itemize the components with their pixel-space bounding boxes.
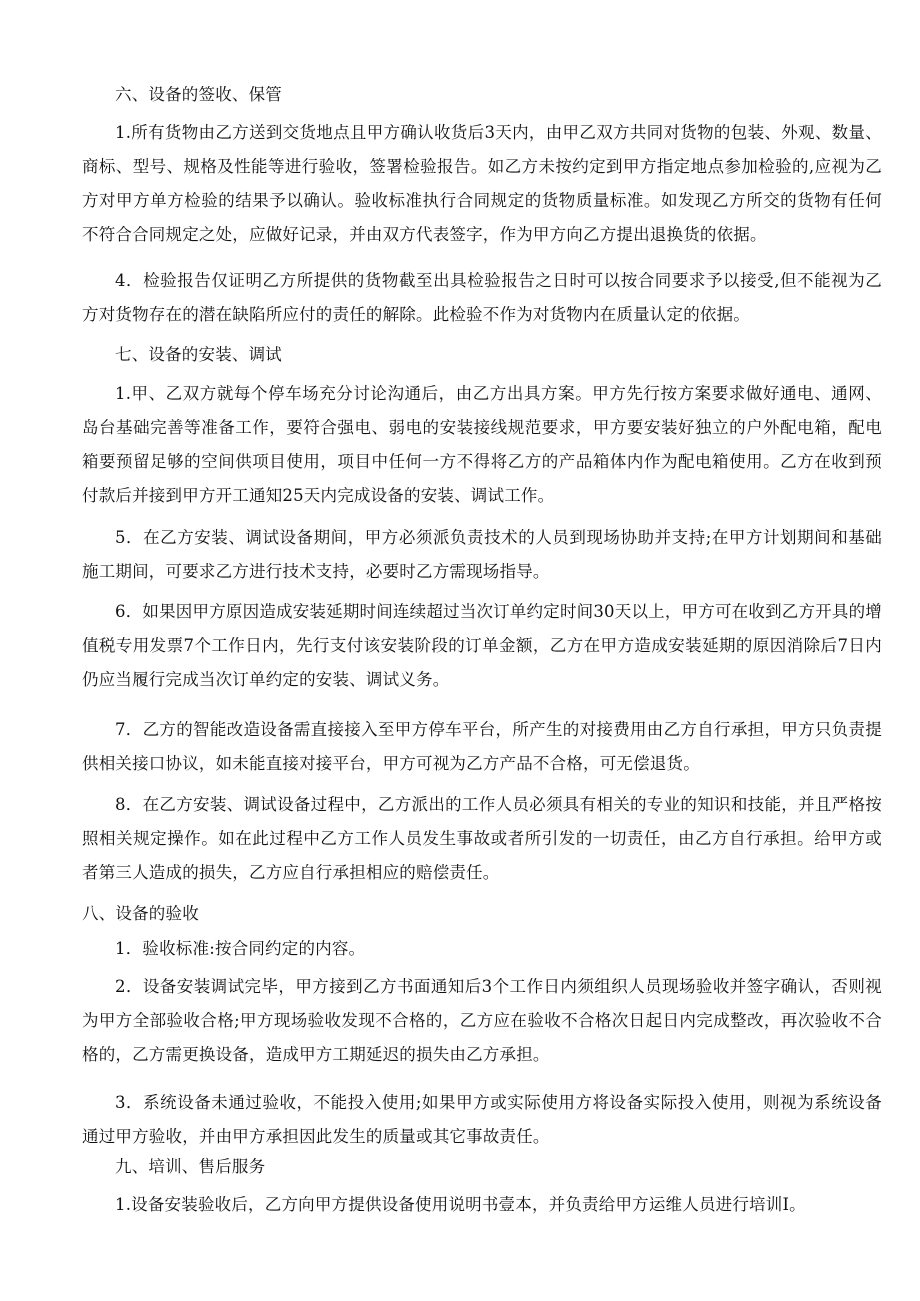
section-9-paragraph-1: 1.设备安装验收后，乙方向甲方提供设备使用说明书壹本，并负责给甲方运维人员进行培训I。 (115, 1195, 806, 1214)
section-6-paragraph-4: 4．检验报告仅证明乙方所提供的货物截至出具检验报告之日时可以按合同要求予以接受,但不能视为乙方对货物存在的潜在缺陷所应付的责任的解除。此检验不作为对货物内在质量认定的依据。 (82, 271, 882, 324)
section-6-heading: 六、设备的签收、保管 (115, 85, 282, 104)
section-7-paragraph-6: 6．如果因甲方原因造成安装延期时间连续超过当次订单约定时间30天以上，甲方可在收到乙方开具的增值税专用发票7个工作日内，先行支付该安装阶段的订单金额，乙方在甲方造成安装延期的原因消除后7日内仍应当履行完成当次订单约定的安装、调试义务。 (82, 602, 882, 689)
section-7-heading: 七、设备的安装、调试 (115, 345, 282, 364)
section-6-paragraph-1: 1.所有货物由乙方送到交货地点且甲方确认收货后3天内，由甲乙双方共同对货物的包装、外观、数量、商标、型号、规格及性能等进行验收，签署检验报告。如乙方未按约定到甲方指定地点参加检验的,应视为乙方对甲方单方检验的结果予以确认。验收标准执行合同规定的货物质量标准。如发现乙方所交的货物有任何不符合合同规定之处，应做好记录，并由双方代表签字，作为甲方向乙方提出退换货的依据。 (82, 123, 882, 244)
section-8-paragraph-3: 3．系统设备未通过验收，不能投入使用;如果甲方或实际使用方将设备实际投入使用，则视为系统设备通过甲方验收，并由甲方承担因此发生的质量或其它事故责任。 (82, 1093, 882, 1146)
section-7-paragraph-8: 8．在乙方安装、调试设备过程中，乙方派出的工作人员必须具有相关的专业的知识和技能，并且严格按照相关规定操作。如在此过程中乙方工作人员发生事故或者所引发的一切责任，由乙方自行承担。给甲方或者第三人造成的损失，乙方应自行承担相应的赔偿责任。 (82, 795, 882, 882)
section-9-heading: 九、培训、售后服务 (115, 1157, 266, 1176)
section-8-paragraph-1: 1．验收标准:按合同约定的内容。 (115, 939, 366, 958)
section-7-paragraph-1: 1.甲、乙双方就每个停车场充分讨论沟通后，由乙方出具方案。甲方先行按方案要求做好通电、通网、岛台基础完善等准备工作，要符合强电、弱电的安装接线规范要求，甲方要安装好独立的户外配电箱，配电箱要预留足够的空间供项目使用，项目中任何一方不得将乙方的产品箱体内作为配电箱使用。乙方在收到预付款后并接到甲方开工通知25天内完成设备的安装、调试工作。 (82, 384, 882, 505)
section-8-heading: 八、设备的验收 (82, 904, 199, 923)
section-7-paragraph-5: 5．在乙方安装、调试设备期间，甲方必须派负责技术的人员到现场协助并支持;在甲方计划期间和基础施工期间，可要求乙方进行技术支持，必要时乙方需现场指导。 (82, 528, 882, 581)
section-8-paragraph-2: 2．设备安装调试完毕，甲方接到乙方书面通知后3个工作日内须组织人员现场验收并签字确认，否则视为甲方全部验收合格;甲方现场验收发现不合格的，乙方应在验收不合格次日起日内完成整改，再次验收不合格的，乙方需更换设备，造成甲方工期延迟的损失由乙方承担。 (82, 977, 882, 1064)
section-7-paragraph-7: 7．乙方的智能改造设备需直接接入至甲方停车平台，所产生的对接费用由乙方自行承担，甲方只负责提供相关接口协议，如未能直接对接平台，甲方可视为乙方产品不合格，可无偿退货。 (82, 720, 882, 773)
